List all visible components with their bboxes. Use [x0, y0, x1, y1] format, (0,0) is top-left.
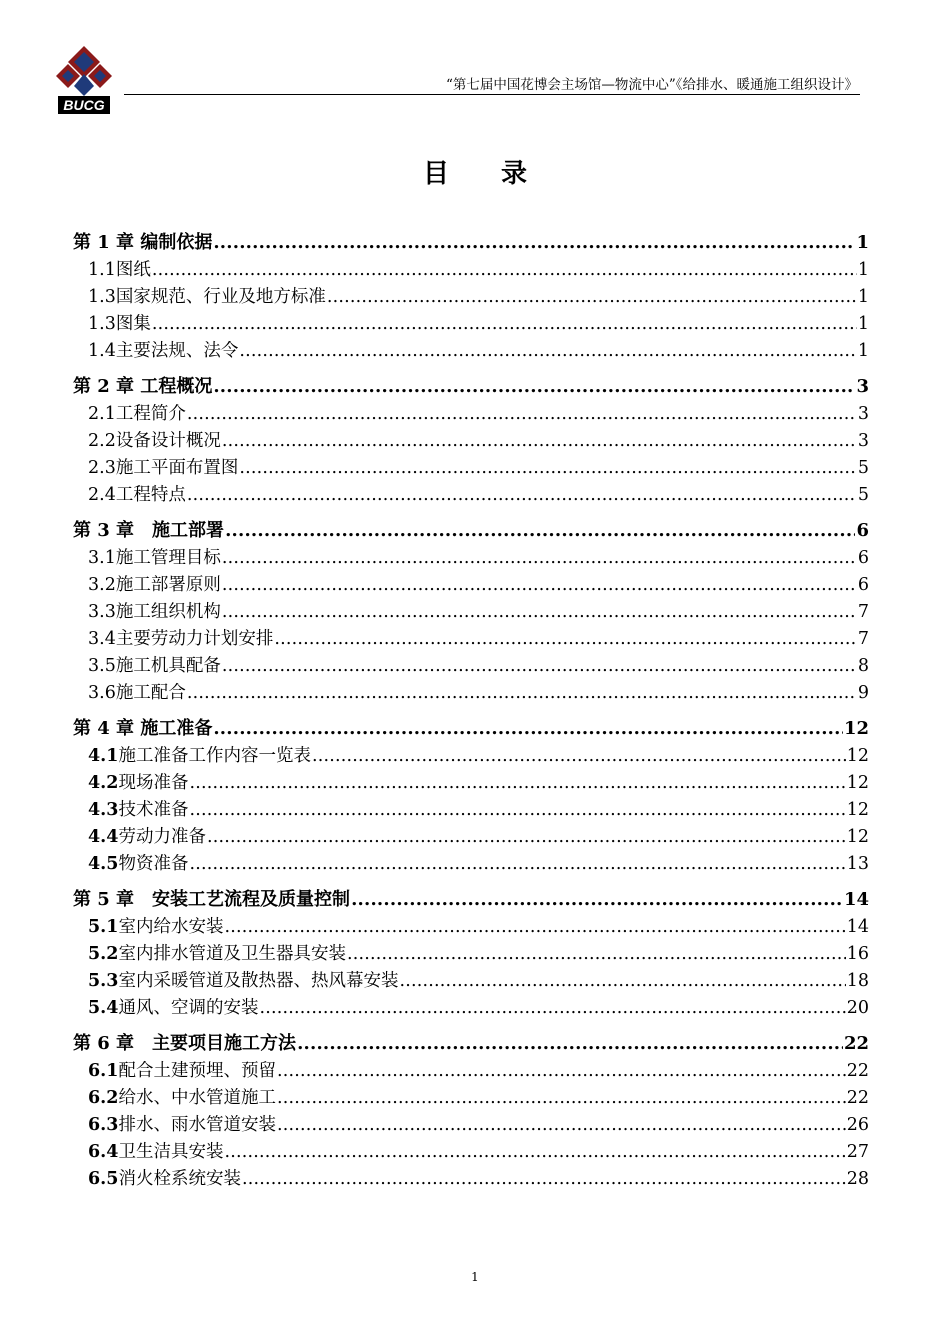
toc-section-entry[interactable]	[73, 569, 869, 596]
toc-page-number: 8	[857, 656, 869, 676]
toc-section-number: 3.4	[88, 629, 116, 649]
toc-entry-label	[88, 799, 188, 821]
toc-entry-label	[88, 1087, 276, 1109]
toc-section-title: 施工机具配备	[115, 656, 221, 676]
toc-page-number: 9	[857, 683, 869, 703]
toc-section-title: 现场准备	[118, 773, 189, 793]
toc-entry-label	[88, 340, 238, 362]
toc-section-title: 施工组织机构	[115, 602, 221, 622]
dot-leader	[351, 889, 843, 911]
toc-section-title: 消火栓系统安装	[118, 1169, 241, 1189]
toc-section-title: 主要法规、法令	[115, 341, 239, 361]
toc-section-entry[interactable]	[73, 965, 869, 992]
toc-section-entry[interactable]	[73, 1136, 869, 1163]
toc-entry-label	[88, 997, 258, 1019]
toc-entry-label	[88, 457, 238, 479]
dot-leader	[277, 1087, 846, 1109]
toc-entry-label	[88, 682, 186, 704]
toc-page-number: 26	[846, 1115, 869, 1135]
toc-page-number: 14	[846, 917, 869, 937]
toc-section-entry[interactable]	[73, 1109, 869, 1136]
toc-section-number: 3.1	[88, 548, 116, 568]
dot-leader	[312, 745, 846, 767]
toc-entry-label	[88, 601, 221, 623]
toc-entry-label: 第 3 章 施工部署	[73, 520, 225, 541]
toc-entry-label	[88, 1141, 223, 1163]
page-title: 目 录	[422, 159, 527, 189]
toc-entry-label	[88, 286, 326, 308]
toc-section-entry[interactable]	[73, 848, 869, 875]
toc-page-number: 13	[846, 854, 869, 874]
dot-leader	[187, 682, 857, 704]
toc-page-number: 22	[846, 1061, 869, 1081]
toc-section-entry[interactable]	[73, 308, 869, 335]
toc-entry-label	[88, 1114, 276, 1136]
toc-section-number: 5.1	[88, 917, 119, 937]
toc-entry-label	[88, 547, 221, 569]
toc-entry-label	[88, 430, 221, 452]
toc-entry-label	[88, 772, 188, 794]
toc-section-number: 2.2	[88, 431, 116, 451]
toc-section-entry[interactable]	[73, 281, 869, 308]
toc-page-number: 3	[857, 404, 869, 424]
toc-section-title: 通风、空调的安装	[118, 998, 259, 1018]
dot-leader	[152, 259, 857, 281]
toc-page-number: 20	[846, 998, 869, 1018]
toc-section-title: 图纸	[115, 260, 151, 280]
svg-text:BUCG: BUCG	[63, 97, 105, 113]
dot-leader	[225, 520, 855, 542]
dot-leader	[399, 970, 845, 992]
toc-section-title: 室内采暖管道及散热器、热风幕安装	[118, 971, 399, 991]
toc-page-number: 6	[857, 548, 869, 568]
toc-page-number: 16	[846, 944, 869, 964]
toc-section-title: 施工平面布置图	[115, 458, 239, 478]
toc-page-number: 6	[856, 520, 869, 541]
toc-page-number: 18	[846, 971, 869, 991]
toc-section-number: 3.5	[88, 656, 116, 676]
toc-section-number: 4.4	[88, 827, 119, 847]
toc-entry-label	[88, 1168, 241, 1190]
dot-leader	[277, 1114, 846, 1136]
dot-leader	[207, 826, 846, 848]
toc-page-number: 27	[846, 1142, 869, 1162]
toc-section-entry[interactable]	[73, 821, 869, 848]
dot-leader	[224, 1141, 845, 1163]
toc-section-entry[interactable]	[73, 650, 869, 677]
toc-section-number: 6.3	[88, 1115, 119, 1135]
toc-section-title: 工程简介	[115, 404, 186, 424]
toc-section-number: 3.3	[88, 602, 116, 622]
toc-section-title: 施工配合	[115, 683, 186, 703]
toc-section-entry[interactable]	[73, 398, 869, 425]
toc-section-number: 1.3	[88, 287, 116, 307]
toc-page-number: 3	[857, 431, 869, 451]
toc-section-entry[interactable]	[73, 254, 869, 281]
toc-section-number: 5.3	[88, 971, 119, 991]
toc-section-entry[interactable]	[73, 452, 869, 479]
bucg-logo	[56, 44, 112, 116]
toc-section-entry[interactable]	[73, 542, 869, 569]
toc-entry-label	[88, 916, 223, 938]
toc-chapter-entry[interactable]	[73, 875, 869, 911]
toc-entry-label	[88, 628, 273, 650]
toc-page-number: 22	[843, 1033, 869, 1054]
toc-section-title: 劳动力准备	[118, 827, 206, 847]
toc-section-entry[interactable]	[73, 767, 869, 794]
toc-section-number: 2.4	[88, 485, 116, 505]
toc-chapter-entry[interactable]	[73, 226, 869, 254]
toc-section-title: 室内排水管道及卫生器具安装	[118, 944, 346, 964]
toc-page-number: 5	[857, 458, 869, 478]
toc-entry-label	[88, 853, 188, 875]
toc-entry-label	[88, 1060, 276, 1082]
dot-leader	[213, 232, 855, 254]
toc-entry-label	[88, 259, 151, 281]
toc-section-entry[interactable]	[73, 623, 869, 650]
toc-chapter-entry[interactable]	[73, 704, 869, 740]
dot-leader	[242, 1168, 846, 1190]
toc-section-entry[interactable]	[73, 794, 869, 821]
toc-section-number: 4.3	[88, 800, 119, 820]
toc-section-number: 6.1	[88, 1061, 119, 1081]
toc-section-number: 3.6	[88, 683, 116, 703]
dot-leader	[152, 313, 857, 335]
toc-page-number: 12	[846, 746, 869, 766]
toc-section-entry[interactable]	[73, 335, 869, 362]
toc-section-title: 国家规范、行业及地方标准	[115, 287, 326, 307]
toc-section-title: 施工管理目标	[115, 548, 221, 568]
toc-section-entry[interactable]	[73, 1055, 869, 1082]
dot-leader	[347, 943, 846, 965]
toc-section-title: 图集	[115, 314, 151, 334]
toc-section-number: 2.3	[88, 458, 116, 478]
toc-entry-label: 第 2 章 工程概况	[73, 376, 213, 397]
toc-page-number: 12	[846, 773, 869, 793]
toc-page-number: 1	[856, 232, 869, 253]
dot-leader	[239, 340, 857, 362]
toc-section-title: 给水、中水管道施工	[118, 1088, 276, 1108]
dot-leader	[187, 403, 857, 425]
table-of-contents	[73, 226, 869, 1190]
toc-entry-label	[88, 313, 151, 335]
toc-entry-label	[88, 826, 206, 848]
toc-section-title: 工程特点	[115, 485, 186, 505]
toc-page-number: 7	[857, 629, 869, 649]
dot-leader	[189, 772, 845, 794]
toc-section-number: 1.1	[88, 260, 116, 280]
toc-section-title: 卫生洁具安装	[118, 1142, 224, 1162]
toc-page-number: 1	[857, 314, 869, 334]
toc-page-number: 14	[843, 889, 869, 910]
toc-entry-label: 第 5 章 安装工艺流程及质量控制	[73, 889, 351, 910]
toc-entry-label	[88, 403, 186, 425]
toc-section-number: 5.2	[88, 944, 119, 964]
toc-section-entry[interactable]	[73, 479, 869, 506]
toc-section-number: 5.4	[88, 998, 119, 1018]
toc-section-number: 6.5	[88, 1169, 119, 1189]
toc-page-number: 7	[857, 602, 869, 622]
toc-page-number: 1	[857, 341, 869, 361]
toc-section-number: 6.4	[88, 1142, 119, 1162]
toc-page-number: 12	[846, 827, 869, 847]
dot-leader	[189, 799, 845, 821]
toc-page-number: 22	[846, 1088, 869, 1108]
toc-section-entry[interactable]	[73, 938, 869, 965]
dot-leader	[274, 628, 857, 650]
toc-section-title: 施工部署原则	[115, 575, 221, 595]
toc-entry-label: 第 6 章 主要项目施工方法	[73, 1033, 297, 1054]
dot-leader	[239, 457, 857, 479]
header-rule	[124, 94, 860, 95]
page-number: 1	[471, 1270, 479, 1284]
toc-section-number: 4.5	[88, 854, 119, 874]
toc-section-number: 4.2	[88, 773, 119, 793]
toc-section-number: 4.1	[88, 746, 119, 766]
dot-leader	[213, 376, 855, 398]
dot-leader	[277, 1060, 846, 1082]
toc-section-entry[interactable]	[73, 1163, 869, 1190]
toc-entry-label: 第 1 章 编制依据	[73, 232, 213, 253]
toc-section-number: 6.2	[88, 1088, 119, 1108]
dot-leader	[327, 286, 857, 308]
dot-leader	[222, 430, 857, 452]
dot-leader	[259, 997, 845, 1019]
toc-entry-label	[88, 574, 221, 596]
toc-chapter-entry[interactable]	[73, 1019, 869, 1055]
toc-section-entry[interactable]	[73, 740, 869, 767]
dot-leader	[187, 484, 857, 506]
toc-section-title: 物资准备	[118, 854, 189, 874]
toc-chapter-entry[interactable]	[73, 362, 869, 398]
toc-section-title: 施工准备工作内容一览表	[118, 746, 311, 766]
toc-section-title: 技术准备	[118, 800, 189, 820]
toc-section-title: 主要劳动力计划安排	[115, 629, 274, 649]
toc-page-number: 1	[857, 287, 869, 307]
toc-page-number: 3	[856, 376, 869, 397]
toc-chapter-entry[interactable]	[73, 506, 869, 542]
toc-section-number: 1.4	[88, 341, 116, 361]
toc-section-title: 排水、雨水管道安装	[118, 1115, 276, 1135]
toc-section-entry[interactable]	[73, 425, 869, 452]
toc-page-number: 5	[857, 485, 869, 505]
dot-leader	[213, 718, 843, 740]
dot-leader	[222, 547, 857, 569]
toc-section-title: 设备设计概况	[115, 431, 221, 451]
toc-section-title: 配合土建预埋、预留	[118, 1061, 276, 1081]
toc-section-title: 室内给水安装	[118, 917, 224, 937]
dot-leader	[189, 853, 845, 875]
toc-section-number: 1.3	[88, 314, 116, 334]
dot-leader	[222, 655, 857, 677]
dot-leader	[222, 574, 857, 596]
toc-page-number: 12	[843, 718, 869, 739]
toc-section-number: 2.1	[88, 404, 116, 424]
toc-section-entry[interactable]	[73, 1082, 869, 1109]
toc-entry-label	[88, 943, 346, 965]
toc-entry-label	[88, 970, 398, 992]
toc-entry-label: 第 4 章 施工准备	[73, 718, 213, 739]
toc-entry-label	[88, 655, 221, 677]
toc-section-entry[interactable]	[73, 596, 869, 623]
toc-page-number: 28	[846, 1169, 869, 1189]
toc-section-entry[interactable]	[73, 677, 869, 704]
toc-page-number: 6	[857, 575, 869, 595]
dot-leader	[222, 601, 857, 623]
page-header	[0, 0, 950, 120]
toc-page-number: 12	[846, 800, 869, 820]
dot-leader	[224, 916, 845, 938]
toc-section-entry[interactable]	[73, 911, 869, 938]
document-header-title: “第七届中国花博会主场馆—物流中心”《给排水、暖通施工组织设计》	[445, 77, 858, 93]
dot-leader	[297, 1033, 843, 1055]
toc-entry-label	[88, 484, 186, 506]
toc-entry-label	[88, 745, 311, 767]
toc-section-number: 3.2	[88, 575, 116, 595]
toc-section-entry[interactable]	[73, 992, 869, 1019]
toc-page-number: 1	[857, 260, 869, 280]
